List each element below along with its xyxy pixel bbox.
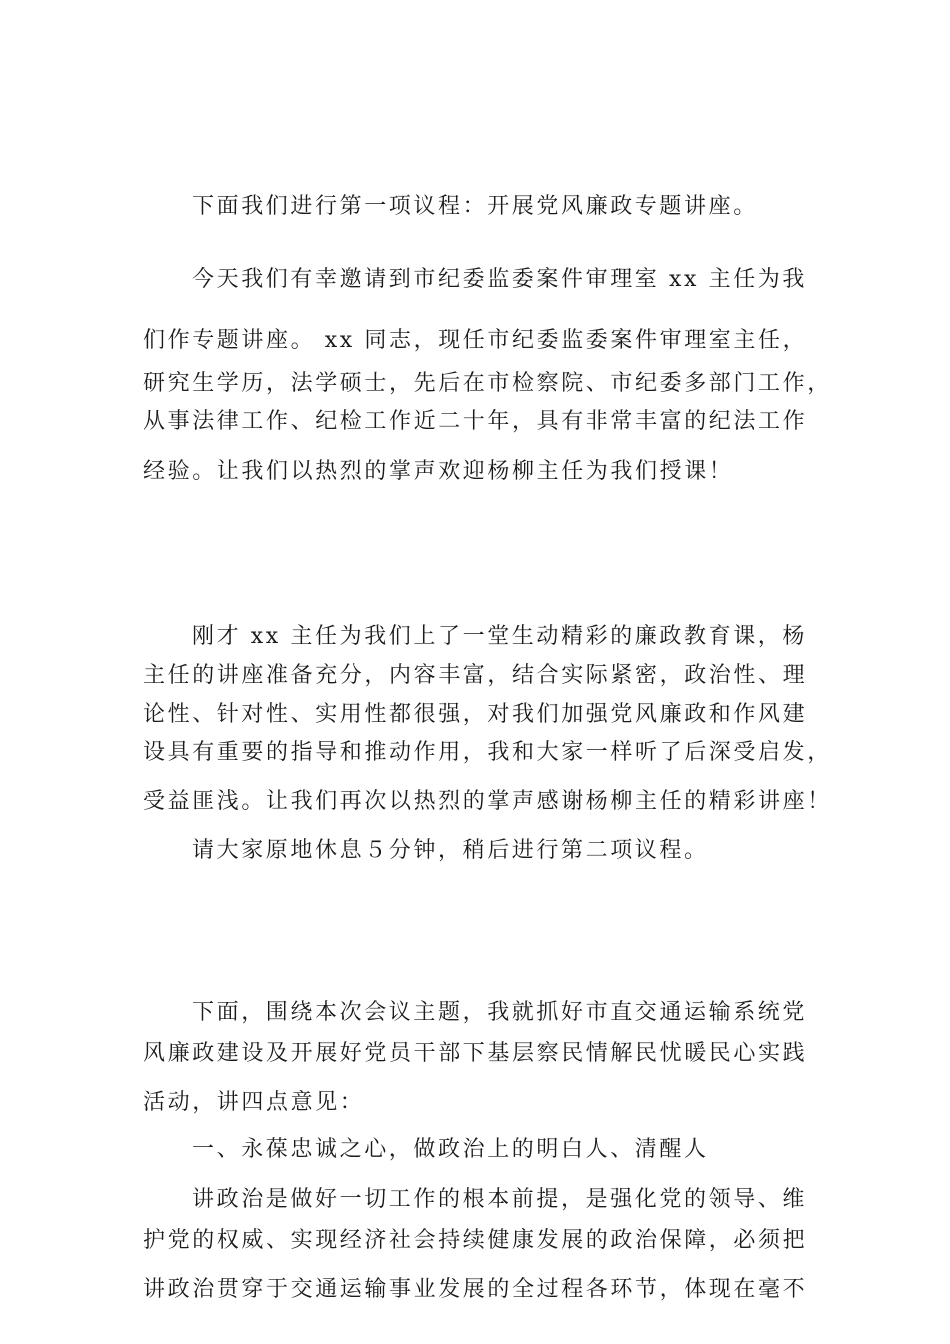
speaker-intro-line-4: 从事法律工作、纪检工作近二十年，具有非常丰富的纪法工作 — [143, 409, 808, 434]
politics-paragraph-line-3: 讲政治贯穿于交通运输事业发展的全过程各环节，体现在毫不 — [143, 1277, 808, 1302]
opinions-intro-line-2: 风廉政建设及开展好党员干部下基层察民情解民忧暖民心实践 — [143, 1041, 808, 1066]
speaker-intro-line-3: 研究生学历，法学硕士，先后在市检察院、市纪委多部门工作， — [143, 371, 832, 396]
section-heading-one: 一、永葆忠诚之心，做政治上的明白人、清醒人 — [192, 1137, 709, 1162]
closing-remarks-line-2: 主任的讲座准备充分，内容丰富，结合实际紧密，政治性、理 — [143, 663, 808, 688]
opinions-intro-line-3: 活动，讲四点意见： — [143, 1090, 365, 1115]
closing-remarks-line-1: 刚才 xx 主任为我们上了一堂生动精彩的廉政教育课，杨 — [192, 624, 808, 649]
speaker-intro-line-2: 们作专题讲座。 xx 同志，现任市纪委监委案件审理室主任， — [143, 328, 808, 353]
politics-paragraph-line-1: 讲政治是做好一切工作的根本前提，是强化党的领导、维 — [192, 1187, 808, 1212]
break-announcement: 请大家原地休息５分钟，稍后进行第二项议程。 — [192, 838, 709, 863]
politics-paragraph-line-2: 护党的权威、实现经济社会持续健康发展的政治保障，必须把 — [143, 1228, 808, 1253]
speaker-intro-line-1: 今天我们有幸邀请到市纪委监委案件审理室 xx 主任为我 — [192, 267, 808, 292]
closing-remarks-line-5: 受益匪浅。让我们再次以热烈的掌声感谢杨柳主任的精彩讲座！ — [143, 789, 832, 814]
speaker-intro-line-5: 经验。让我们以热烈的掌声欢迎杨柳主任为我们授课！ — [143, 459, 734, 484]
closing-remarks-line-3: 论性、针对性、实用性都很强，对我们加强党风廉政和作风建 — [143, 702, 808, 727]
agenda-item-one-paragraph: 下面我们进行第一项议程：开展党风廉政专题讲座。 — [192, 194, 758, 219]
closing-remarks-line-4: 设具有重要的指导和推动作用，我和大家一样听了后深受启发， — [143, 740, 832, 765]
opinions-intro-line-1: 下面，围绕本次会议主题，我就抓好市直交通运输系统党 — [192, 1000, 808, 1025]
